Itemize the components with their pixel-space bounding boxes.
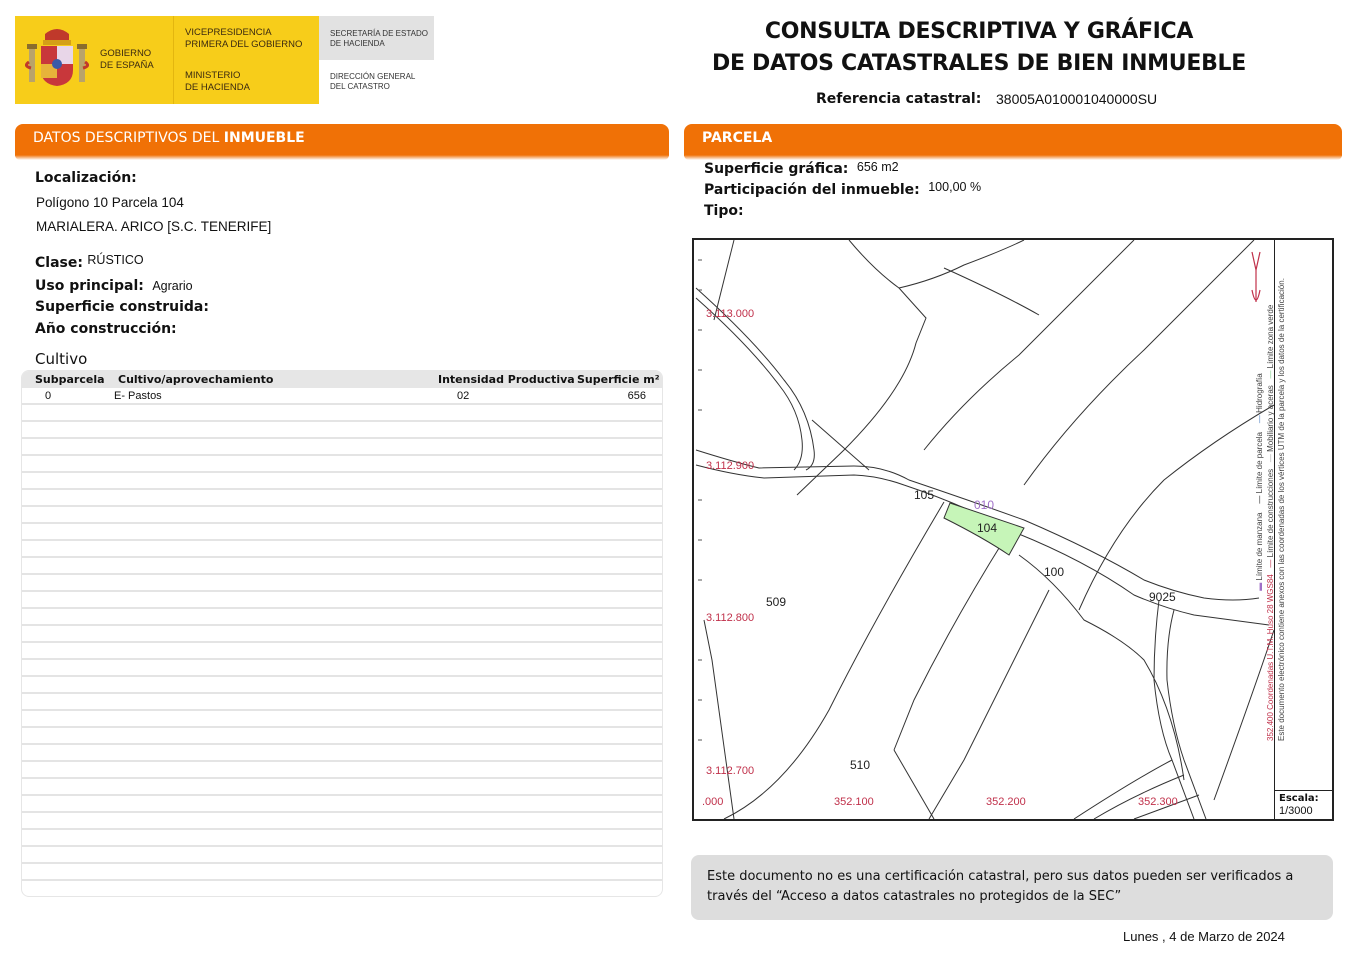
table-row-empty xyxy=(22,439,662,456)
cell-subparcela: 0 xyxy=(45,390,52,402)
participacion-value: 100,00 % xyxy=(928,180,982,194)
participacion-label: Participación del inmueble: xyxy=(704,182,920,198)
map-legend xyxy=(1255,240,1334,793)
cultivo-table xyxy=(21,370,663,897)
cell-superficie: 656 xyxy=(627,390,646,402)
table-row-empty xyxy=(22,779,662,796)
anio-construccion-label: Año construcción: xyxy=(35,321,177,337)
table-row-empty xyxy=(22,490,662,507)
table-row-empty xyxy=(22,830,662,847)
table-row-empty xyxy=(22,728,662,745)
table-row-empty xyxy=(22,507,662,524)
table-row-empty xyxy=(22,558,662,575)
table-row-empty xyxy=(22,711,662,728)
table-row-empty xyxy=(22,847,662,864)
scale-box xyxy=(1274,790,1334,821)
y-label-3112900: 3.112.900 xyxy=(706,460,755,472)
table-row-empty xyxy=(22,643,662,660)
table-row-empty xyxy=(22,745,662,762)
superficie-grafica-value: 656 m2 xyxy=(856,160,899,174)
logo-ministerio-text: MINISTERIO DE HACIENDA xyxy=(185,70,250,93)
document-date: Lunes , 4 de Marzo de 2024 xyxy=(1123,929,1285,944)
table-row-empty xyxy=(22,864,662,881)
ref-label: Referencia catastral: xyxy=(816,91,982,107)
parcel-label-105[interactable]: 105 xyxy=(914,488,935,502)
table-header xyxy=(22,371,662,388)
scale-label: Escala: xyxy=(1279,793,1319,804)
table-row-empty xyxy=(22,592,662,609)
parcel-label-510[interactable]: 510 xyxy=(850,758,871,772)
polygon-label-010: 010 xyxy=(974,498,995,512)
section-title-light: DATOS DESCRIPTIVOS DEL xyxy=(33,130,224,146)
table-row-empty xyxy=(22,694,662,711)
section-parcela xyxy=(684,124,1342,156)
tipo-label: Tipo: xyxy=(704,203,744,219)
uso-value: Agrario xyxy=(152,279,193,293)
section-title-bold: INMUEBLE xyxy=(223,130,305,146)
clase-value: RÚSTICO xyxy=(87,253,144,267)
uso-label: Uso principal: xyxy=(35,278,144,294)
coat-of-arms-icon xyxy=(25,26,89,92)
section-title: PARCELA xyxy=(702,130,773,146)
col-superficie: Superficie m² xyxy=(577,373,660,386)
title-line-2: DE DATOS CATASTRALES DE BIEN INMUEBLE xyxy=(711,51,1246,76)
col-intensidad: Intensidad Productiva xyxy=(438,373,575,386)
title-line-1: CONSULTA DESCRIPTIVA Y GRÁFICA xyxy=(764,19,1194,44)
table-row-empty xyxy=(22,575,662,592)
gobierno-logo xyxy=(15,16,434,104)
legend-row-1: ▬ Límite de manzana — Límite de parcela — Hidrografía xyxy=(1255,373,1264,591)
parcel-label-509[interactable]: 509 xyxy=(766,595,787,609)
scale-value: 1/3000 xyxy=(1279,805,1313,817)
col-cultivo: Cultivo/aprovechamiento xyxy=(118,373,274,386)
logo-direccion-text: DIRECCIÓN GENERAL DEL CATASTRO xyxy=(330,72,416,91)
verification-notice: Este documento no es una certificación catastral, pero sus datos pueden ser verificados a través del “Acceso a datos catastrales no protegidos de la SEC” xyxy=(691,855,1333,920)
empty-rows xyxy=(22,405,662,881)
legend-row-2: 352.400 Coordenadas U.T.M. Huso 28 WGS84 — Límite de construcciones — Mobiliario y aceras — Límite zona verde xyxy=(1266,304,1275,741)
table-row-empty xyxy=(22,677,662,694)
cultivo-title: Cultivo xyxy=(35,350,88,368)
clase-label: Clase: xyxy=(35,255,83,271)
y-label-3112700: 3.112.700 xyxy=(706,765,755,777)
x-label-352300: 352.300 xyxy=(1138,796,1178,808)
parcel-label-100[interactable]: 100 xyxy=(1044,565,1065,579)
col-subparcela: Subparcela xyxy=(35,373,105,386)
table-row-empty xyxy=(22,660,662,677)
x-label-000: .000 xyxy=(702,796,724,808)
participacion-field xyxy=(704,181,981,199)
referencia-catastral xyxy=(816,90,1158,107)
table-row-empty xyxy=(22,762,662,779)
table-row-empty xyxy=(22,456,662,473)
parcel-label-9025[interactable]: 9025 xyxy=(1149,590,1176,604)
page-title xyxy=(699,16,1259,80)
x-label-352200: 352.200 xyxy=(986,796,1026,808)
cell-intensidad: 02 xyxy=(457,390,470,402)
y-label-3113000: 3.113.000 xyxy=(706,308,755,320)
table-row-empty xyxy=(22,524,662,541)
logo-secretaria-text: SECRETARÍA DE ESTADO DE HACIENDA xyxy=(330,29,428,48)
localizacion-line-2: MARIALERA. ARICO [S.C. TENERIFE] xyxy=(36,219,272,234)
cell-cultivo: E- Pastos xyxy=(114,390,162,402)
table-row-empty xyxy=(22,813,662,830)
localizacion-line-1: Polígono 10 Parcela 104 xyxy=(36,195,184,210)
logo-vicepresidencia-text: VICEPRESIDENCIA PRIMERA DEL GOBIERNO xyxy=(185,27,303,50)
table-row-empty xyxy=(22,473,662,490)
logo-divider xyxy=(173,16,174,104)
logo-gobierno-text: GOBIERNO DE ESPAÑA xyxy=(100,48,154,71)
section-datos-descriptivos xyxy=(15,124,669,156)
cadastral-map[interactable] xyxy=(692,238,1334,821)
table-row-empty xyxy=(22,422,662,439)
superficie-construida-label: Superficie construida: xyxy=(35,299,209,315)
table-row-empty xyxy=(22,796,662,813)
uso-field xyxy=(35,277,193,295)
superficie-grafica-label: Superficie gráfica: xyxy=(704,161,849,177)
table-row-empty xyxy=(22,541,662,558)
localizacion-label: Localización: xyxy=(35,170,137,186)
superficie-grafica-field xyxy=(704,160,899,178)
x-label-352100: 352.100 xyxy=(834,796,874,808)
table-row-empty xyxy=(22,609,662,626)
clase-field xyxy=(35,254,144,272)
ref-value: 38005A010001040000SU xyxy=(996,91,1158,107)
y-label-3112800: 3.112.800 xyxy=(706,612,755,624)
table-row xyxy=(22,388,662,405)
legend-row-3: Este documento electrónico contiene anexos con las coordenadas de los vértices UTM de la parcela y los datos de la certificación. xyxy=(1277,278,1286,741)
legend-text xyxy=(1254,231,1287,741)
parcel-label-104[interactable]: 104 xyxy=(977,521,998,535)
table-row-empty xyxy=(22,405,662,422)
table-row-empty xyxy=(22,626,662,643)
